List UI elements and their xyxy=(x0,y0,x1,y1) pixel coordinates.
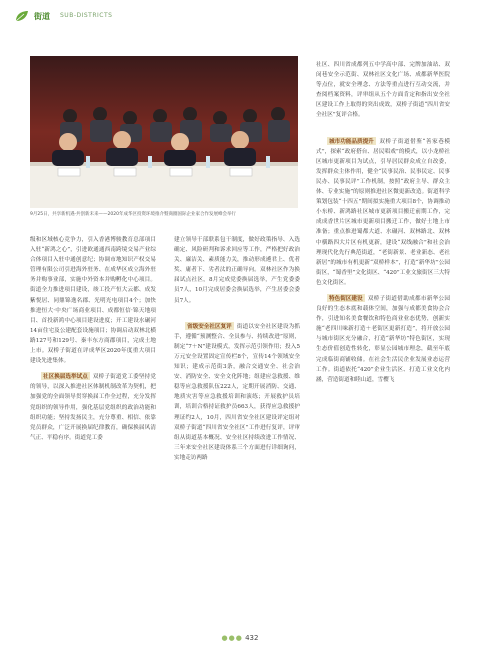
section-header xyxy=(14,10,466,24)
photo-caption: 9月25日，共享新机遇·共创新未来——2020年成华区投资环境推介暨商圈国际企业家合作发展峰会举行 xyxy=(30,212,236,217)
conference-scene-image xyxy=(30,56,298,208)
leaf-logo-icon xyxy=(14,10,30,23)
paragraph-text: 双桥子街道借助成都市新华公园良好的生态本底和载体空间，加强与成都美食协会合作，引进知名美食餐饮和特色商业业态优势，创新实施“老四川味新打造＋老街区更新打造”，将开放公园与城市街区充分融合，打造“新华坊”特色街区，实现生态价值创造性转化，彰显公园城市理念，截至年底完成临街商铺收储。在社会生活民企业发展业态运营工作。街道依托“420”企业生活区、打造工业文化内涵，营造街道和睦山道，雪樱飞 xyxy=(316,295,450,383)
paragraph: 建立领导干部联系包干制度，做好政策指导、入选确定、风险研判和诉求回应等工作，严格把好政治关、廉洁关、素质能力关，推动形成遴君上、优者奖、庸者下、劣者汰的正确导向。双林社区作为换届试点社区，8月完成党委换届选举，产生党委委员7人，10月完成居委会换届选举，产生居委会委员7人。 xyxy=(174,237,300,304)
text-column-1 xyxy=(30,235,156,443)
paragraph-text: 街道以安全社区建设为抓手，遵循“预测整合、全员参与、持续改进”原则，制定“7＋N”建设模式，发挥示范引领作用；投入5万元安全设置固定宣传栏8个，宣传14个领域安全知识；建成示范街3条，融合交通安全、社会治安、消防安全、安全文化阵地；组建应急救援、维稳等应急救援队伍222人，定期开展消防、交通、地质灾害等应急救援培训和演练；开展救护员培训，培训合格持证救护员663人，获得应急救援护理证约2人，10月，四川省安全社区建设评定组对双桥子街道“四川省安全社区”工作进行复评，评审组从街道基本概况、安全社区持续改进工作情况、三年来安全社区建设体系三个方面进行详细询问，实地走访两路 xyxy=(174,323,300,461)
text-column-2 xyxy=(174,235,300,463)
page-footer xyxy=(200,634,280,642)
paragraph xyxy=(316,294,450,385)
section-name: 街道 xyxy=(34,12,50,21)
subheading: 特色街区建设 xyxy=(329,295,363,302)
paragraph: 社区、四川省成都列五中学高中部、完牌加油站、双闵巷安全示范街、双林社区文化广场、成都新华医院等点位，就安全理念、方法等重点进行互动交流，并查阅档案资料，评审组从五个方面肯定和指出安全社区建设工作上取得的突出成效，双桥子街道“四川省安全社区”复评合格。 xyxy=(316,62,450,119)
subheading: 省级安全社区复评 xyxy=(187,323,232,330)
paragraph xyxy=(30,372,156,443)
page-number: 432 xyxy=(245,634,259,642)
subheading: 社区换届选举试点 xyxy=(43,374,88,381)
decorative-dots-icon: ●●● xyxy=(221,634,243,642)
event-photo xyxy=(30,56,298,208)
section-subtitle: SUB-DISTRICTS xyxy=(60,12,113,19)
paragraph-text: 双桥子街道借鉴“善家巷模式”，探索“政府搭台、居民唱戏”的模式，以小龙桥社区城市更新项目为试点，引导居民群众成立自改委，发挥群众主体作用，健全“民事民治、民事民定、民事民办、民事民评”工作机制，按照“政府主导、群众主体、专业实施”的原则推进社区微更新改造。街道科学策划包装“十四五”期间拟实施重大项目8个，协调推动小东桥、新鸿路社区城市更新项目搬迁前期工作，完成成香世片区城市更新项目搬迁工作，做好土地上市准备；重点推进蜀都大道、水碾河、双林路北、双林中横路四大片区有机更新，建设“双线融合”和社会治理现代化先行典范街道，“老街新景、老业新态、老社新居”的城市有机更新“双桥样本”，打造“新华坊”公园街区，“蜀香里”文化街区、“420”工业文旅街区三大特色文化街区。 xyxy=(316,138,450,286)
paragraph xyxy=(316,137,450,288)
text-column-3 xyxy=(316,60,450,385)
paragraph: 级和区域核心竞争力，引入香港博骏教育总部项目入驻“新鸿之心”，引进欧通通西南跨境交易产业综合体项目入驻中通创意纪；协调市地知识产权交易管理有限公司引进海外驻务、在成华区成立海外驻务并购事业部，实施中外资本并购孵化中心项目。街道全力推进项目建设，竣工投产恒大云都、成发紫悦居、同鼎锦逸名郡、光明光电项目4个；加快推进恒大·中央广场商业项目、成都恒信·锦天地项目、首投新鸿中心项目建设进度；开工建设水碾河14亩住宅及公建配套设施项目；协调启动双林北横路127号和129号、秦丰东方商郡项目，完成土地上市。双桥子街道在评成华区2020年度重大项目建设先进集体。 xyxy=(30,237,156,365)
paragraph xyxy=(174,322,300,463)
subheading: 城市功能品质提升 xyxy=(329,138,374,145)
paragraph-text: 双桥子街道党工委坚持党的领导，以深入推进社区体制机制改革为契机，把加强党的全面领导贯穿换届工作全过程，充分发挥党组织的领导作用，强化基层党组织的政治功能和组织功能；坚持发扬民主，充分尊重、相信、依靠党员群众，广泛开展换届纪律教育，确保换届风清气正、平稳有序。街道党工委 xyxy=(30,374,156,441)
